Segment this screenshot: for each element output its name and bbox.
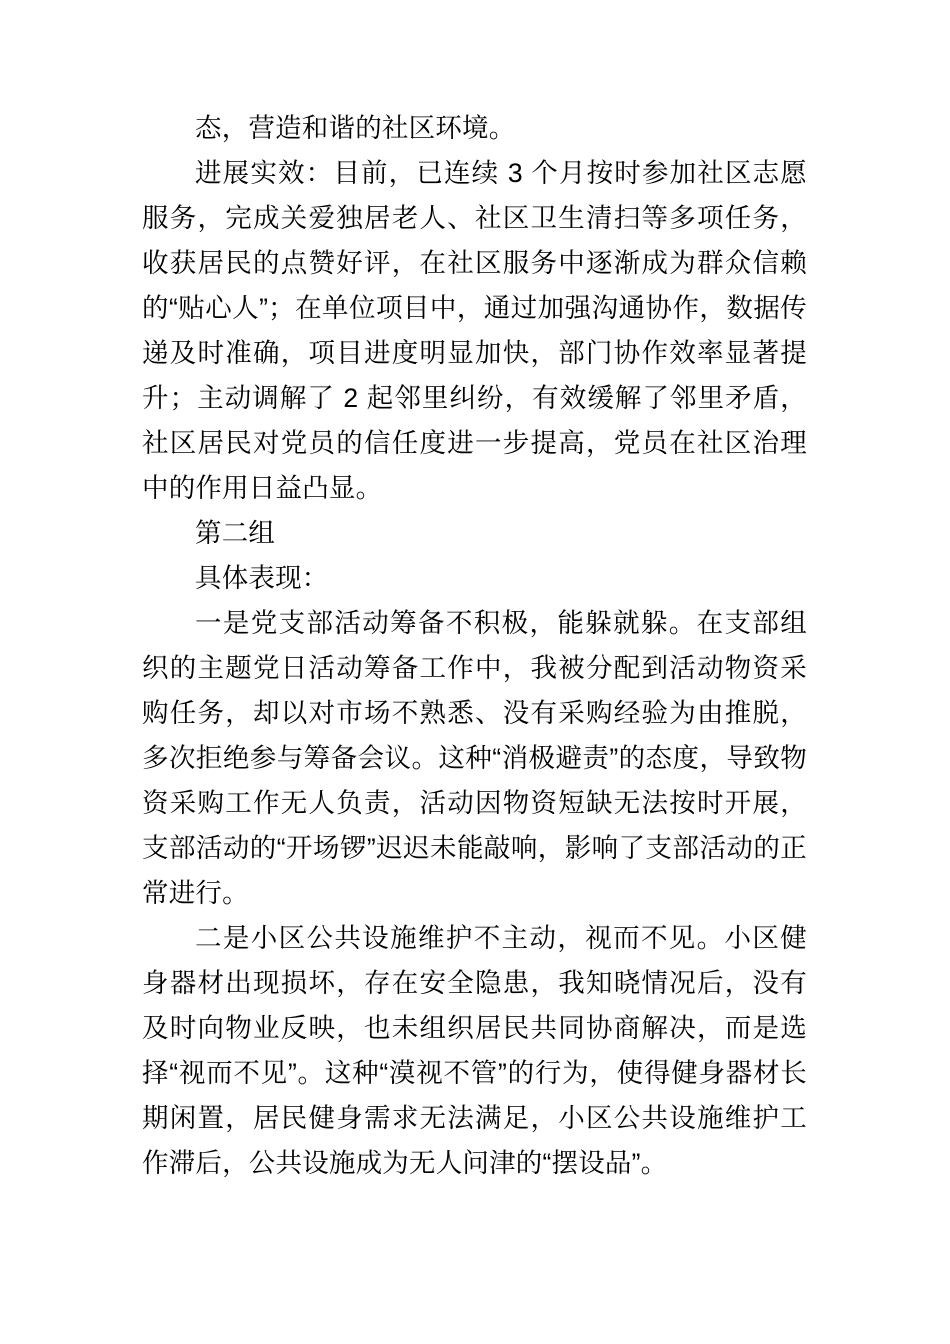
paragraph-issue-two: 二是小区公共设施维护不主动，视而不见。小区健身器材出现损坏，存在安全隐患，我知晓情况后，没有及时向物业反映，也未组织居民共同协商解决，而是选择“视而不见”。这种“漠视不管”的行为，使得健身器材长期闲置，居民健身需求无法满足，小区公共设施维护工作滞后，公共设施成为无人问津的“摆设品”。 (142, 923, 807, 1178)
paragraph-group-two-heading: 第二组 (195, 518, 276, 548)
paragraph-issue-one: 一是党支部活动筹备不积极，能躲就躲。在支部组织的主题党日活动筹备工作中，我被分配到活动物资采购任务，却以对市场不熟悉、没有采购经验为由推脱，多次拒绝参与筹备会议。这种“消极避责”的态度，导致物资采购工作无人负责，活动因物资短缺无法按时开展，支部活动的“开场锣”迟迟未能敲响，影响了支部活动的正常进行。 (142, 608, 807, 908)
document-body (142, 106, 807, 1186)
paragraph-progress-results: 进展实效：目前，已连续 3 个月按时参加社区志愿服务，完成关爱独居老人、社区卫生清扫等多项任务，收获居民的点赞好评，在社区服务中逐渐成为群众信赖的“贴心人”；在单位项目中，通过加强沟通协作，数据传递及时准确，项目进度明显加快，部门协作效率显著提升；主动调解了 2 起邻里纠纷，有效缓解了邻里矛盾，社区居民对党员的信任度进一步提高，党员在社区治理中的作用日益凸显。 (142, 158, 807, 503)
paragraph-specific-behavior-heading: 具体表现： (195, 563, 329, 593)
paragraph-continuation: 态，营造和谐的社区环境。 (195, 113, 516, 143)
